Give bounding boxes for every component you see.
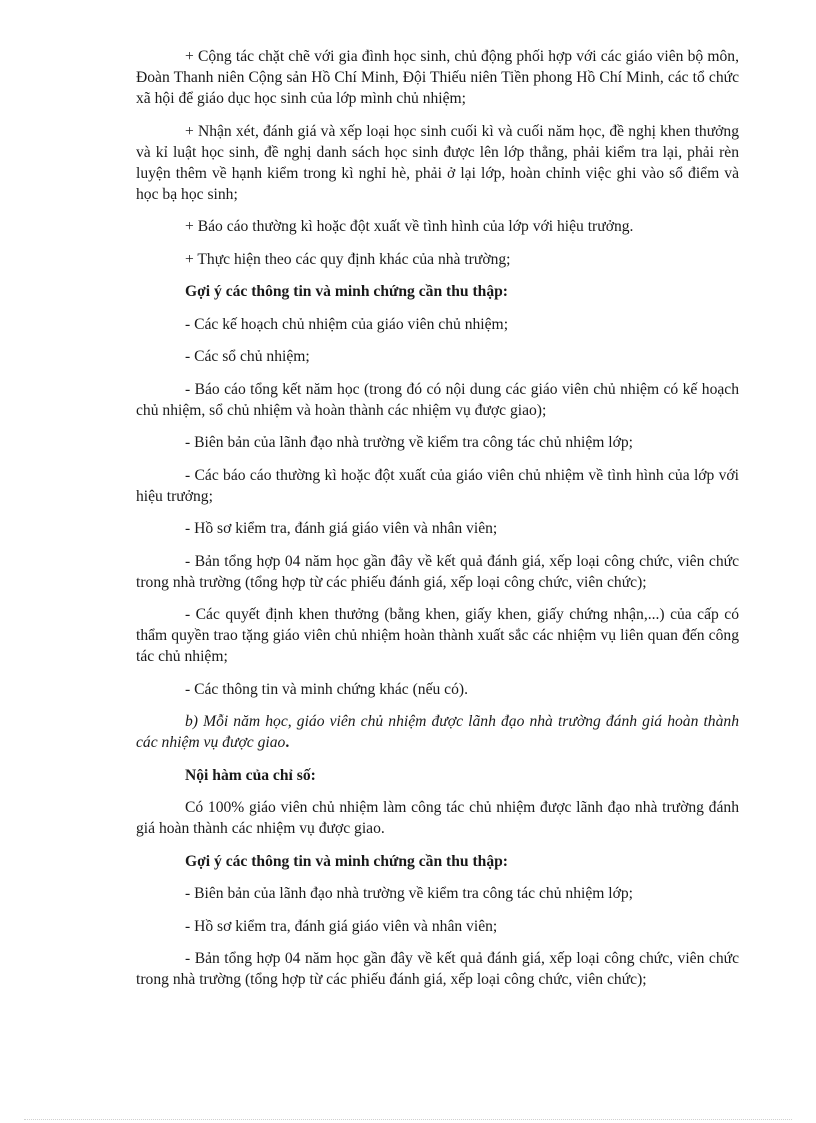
list-item: - Bản tổng hợp 04 năm học gần đây về kết quả đánh giá, xếp loại công chức, viên chức trong nhà trường (tổng hợp từ các phiếu đánh giá, xếp loại công chức, viên chức); xyxy=(136,950,739,988)
list-item: - Biên bản của lãnh đạo nhà trường về kiểm tra công tác chủ nhiệm lớp; xyxy=(185,885,634,902)
list-item: - Biên bản của lãnh đạo nhà trường về kiểm tra công tác chủ nhiệm lớp; xyxy=(185,434,634,451)
criterion-b-period: . xyxy=(285,734,290,751)
list-item: - Các thông tin và minh chứng khác (nếu có). xyxy=(185,680,468,698)
list-item: - Hồ sơ kiểm tra, đánh giá giáo viên và nhân viên; xyxy=(185,917,498,935)
criterion-b-text: b) Mỗi năm học, giáo viên chủ nhiệm được lãnh đạo nhà trường đánh giá hoàn thành các nhiệm vụ được giao xyxy=(136,713,739,751)
page-bottom-divider xyxy=(24,1119,792,1120)
heading-indicator-content: Nội hàm của chỉ số: xyxy=(185,766,316,784)
list-item: - Các quyết định khen thưởng (bằng khen, giấy khen, giấy chứng nhận,...) của cấp có thẩm quyền trao tặng giáo viên chủ nhiệm hoàn thành xuất sắc các nhiệm vụ liên quan đến công tác chủ nhiệm; xyxy=(136,606,739,665)
paragraph-cooperation: + Cộng tác chặt chẽ với gia đình học sinh, chủ động phối hợp với các giáo viên bộ môn, Đoàn Thanh niên Cộng sản Hồ Chí Minh, Đội Thiếu niên Tiền phong Hồ Chí Minh, các tổ chức xã hội để giáo dục học sinh của lớp mình chủ nhiệm; xyxy=(136,48,739,107)
document-body xyxy=(136,46,739,1002)
list-item: - Bản tổng hợp 04 năm học gần đây về kết quả đánh giá, xếp loại công chức, viên chức trong nhà trường (tổng hợp từ các phiếu đánh giá, xếp loại công chức, viên chức); xyxy=(136,552,739,591)
heading-evidence-1: Gợi ý các thông tin và minh chứng cần thu thập: xyxy=(185,283,508,300)
list-item: - Các kế hoạch chủ nhiệm của giáo viên chủ nhiệm; xyxy=(185,315,509,333)
paragraph-indicator: Có 100% giáo viên chủ nhiệm làm công tác chủ nhiệm được lãnh đạo nhà trường đánh giá hoàn thành các nhiệm vụ được giao. xyxy=(136,799,739,837)
list-item: - Báo cáo tổng kết năm học (trong đó có nội dung các giáo viên chủ nhiệm có kế hoạch chủ nhiệm, sổ chủ nhiệm và hoàn thành các nhiệm vụ được giao); xyxy=(136,380,739,419)
criterion-b xyxy=(136,711,739,753)
heading-evidence-2: Gợi ý các thông tin và minh chứng cần thu thập: xyxy=(185,852,508,870)
list-item: - Các báo cáo thường kì hoặc đột xuất của giáo viên chủ nhiệm về tình hình của lớp với hiệu trưởng; xyxy=(136,466,739,505)
paragraph-evaluation: + Nhận xét, đánh giá và xếp loại học sinh cuối kì và cuối năm học, đề nghị khen thưởng và kỉ luật học sinh, đề nghị danh sách học sinh được lên lớp thẳng, phải kiểm tra lại, phải rèn luyện thêm về hạnh kiểm trong kì nghỉ hè, phải ở lại lớp, hoàn chỉnh việc ghi vào sổ điểm và học bạ học sinh; xyxy=(136,122,739,203)
paragraph-regulations: + Thực hiện theo các quy định khác của nhà trường; xyxy=(185,250,511,268)
list-item: - Các sổ chủ nhiệm; xyxy=(185,348,310,365)
list-item: - Hồ sơ kiểm tra, đánh giá giáo viên và nhân viên; xyxy=(185,520,498,537)
paragraph-report: + Báo cáo thường kì hoặc đột xuất về tình hình của lớp với hiệu trưởng. xyxy=(185,218,634,235)
